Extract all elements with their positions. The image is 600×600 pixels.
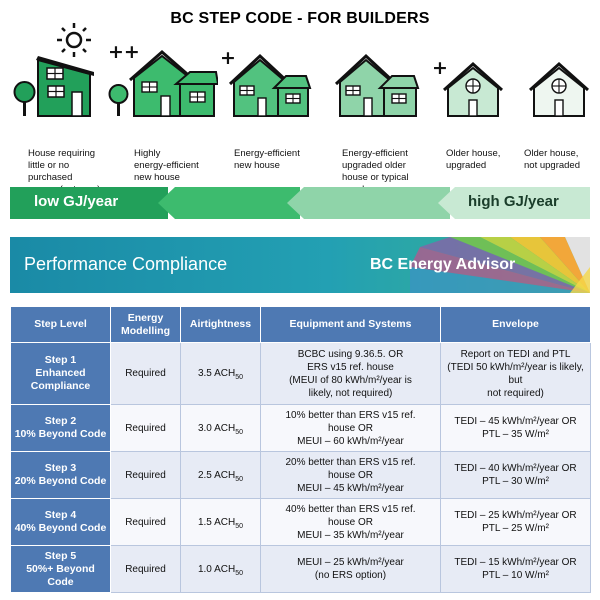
house-label-4: Energy-efficient upgraded older house or typical bbox=[342, 148, 409, 183]
airtightness-cell: 2.5 $ACH_{50}$ bbox=[181, 452, 261, 499]
sun-icon bbox=[57, 23, 91, 57]
step-cell: Step 2 10% Beyond Code bbox=[11, 405, 111, 452]
header-energy-modelling: Energy Modelling bbox=[111, 307, 181, 343]
house-label-2: Highly energy-efficient new house bbox=[134, 148, 199, 183]
plus-mark: + bbox=[432, 58, 448, 79]
table-row bbox=[11, 499, 591, 546]
house-label-3: Energy-efficient new house bbox=[234, 148, 300, 171]
equipment-cell: 10% better than ERS v15 ref. house OR MEUI – 60 kWh/m²/year bbox=[261, 405, 441, 452]
banner-energy-advisor: BC Energy Advisor bbox=[370, 256, 516, 273]
table-row bbox=[11, 546, 591, 593]
equipment-cell: BCBC using 9.36.5. OR ERS v15 ref. house (MEUI of 80 kWh/m²/year is likely, not required) bbox=[261, 343, 441, 405]
step-cell: Step 5 50%+ Beyond Code bbox=[11, 546, 111, 593]
modelling-cell: Required bbox=[111, 499, 181, 546]
envelope-cell: TEDI – 25 kWh/m²/year OR PTL – 25 W/m² bbox=[441, 499, 591, 546]
table-row bbox=[11, 405, 591, 452]
modelling-cell: Required bbox=[111, 405, 181, 452]
older-house-icon bbox=[528, 58, 590, 120]
airtightness-cell: 1.0 $ACH_{50}$ bbox=[181, 546, 261, 593]
header-airtightness: Airtightness bbox=[181, 307, 261, 343]
house-label-5: Older house, upgraded bbox=[446, 148, 501, 171]
step-cell: Step 4 40% Beyond Code bbox=[11, 499, 111, 546]
tree-icon bbox=[110, 85, 128, 116]
modelling-cell: Required bbox=[111, 546, 181, 593]
banner-performance-compliance: Performance Compliance bbox=[24, 254, 228, 274]
plus-plus-mark: ++ bbox=[108, 41, 140, 63]
equipment-cell: 40% better than ERS v15 ref. house OR MEUI – 35 kWh/m²/year bbox=[261, 499, 441, 546]
table-row bbox=[11, 452, 591, 499]
table-header-row bbox=[11, 307, 591, 343]
airtightness-cell: 1.5 $ACH_{50}$ bbox=[181, 499, 261, 546]
envelope-cell: TEDI – 15 kWh/m²/year OR PTL – 10 W/m² bbox=[441, 546, 591, 593]
header-step-level: Step Level bbox=[11, 307, 111, 343]
step-code-table bbox=[10, 306, 591, 593]
upgraded-older-house-icon bbox=[332, 48, 420, 120]
table-row bbox=[11, 343, 591, 405]
page-title: BC STEP CODE - FOR BUILDERS bbox=[170, 10, 430, 27]
older-upgraded-house-icon bbox=[432, 58, 504, 120]
tree-icon bbox=[15, 82, 35, 116]
envelope-cell: Report on TEDI and PTL (TEDI 50 kWh/m²/year is likely, but not required) bbox=[441, 343, 591, 405]
modelling-cell: Required bbox=[111, 343, 181, 405]
equipment-cell: MEUI – 25 kWh/m²/year (no ERS option) bbox=[261, 546, 441, 593]
plus-mark: + bbox=[220, 48, 236, 69]
high-energy-label: high GJ/year bbox=[468, 193, 559, 210]
airtightness-cell: 3.5 $ACH_{50}$ bbox=[181, 343, 261, 405]
header-equipment-systems: Equipment and Systems bbox=[261, 307, 441, 343]
header-envelope: Envelope bbox=[441, 307, 591, 343]
equipment-cell: 20% better than ERS v15 ref. house OR MEUI – 45 kWh/m²/year bbox=[261, 452, 441, 499]
house-label-1: House requiring little or no purchased bbox=[28, 148, 96, 183]
airtightness-cell: 3.0 $ACH_{50}$ bbox=[181, 405, 261, 452]
highly-efficient-house-icon bbox=[106, 38, 218, 120]
step-cell: Step 3 20% Beyond Code bbox=[11, 452, 111, 499]
step-cell: Step 1 Enhanced Compliance bbox=[11, 343, 111, 405]
envelope-cell: TEDI – 40 kWh/m²/year OR PTL – 30 W/m² bbox=[441, 452, 591, 499]
envelope-cell: TEDI – 45 kWh/m²/year OR PTL – 35 W/m² bbox=[441, 405, 591, 452]
modelling-cell: Required bbox=[111, 452, 181, 499]
house-spectrum bbox=[0, 20, 600, 183]
efficient-house-icon bbox=[220, 48, 312, 120]
net-zero-house-icon bbox=[10, 20, 110, 120]
low-energy-label: low GJ/year bbox=[34, 193, 119, 210]
house-label-6: Older house, not upgraded bbox=[524, 148, 580, 171]
